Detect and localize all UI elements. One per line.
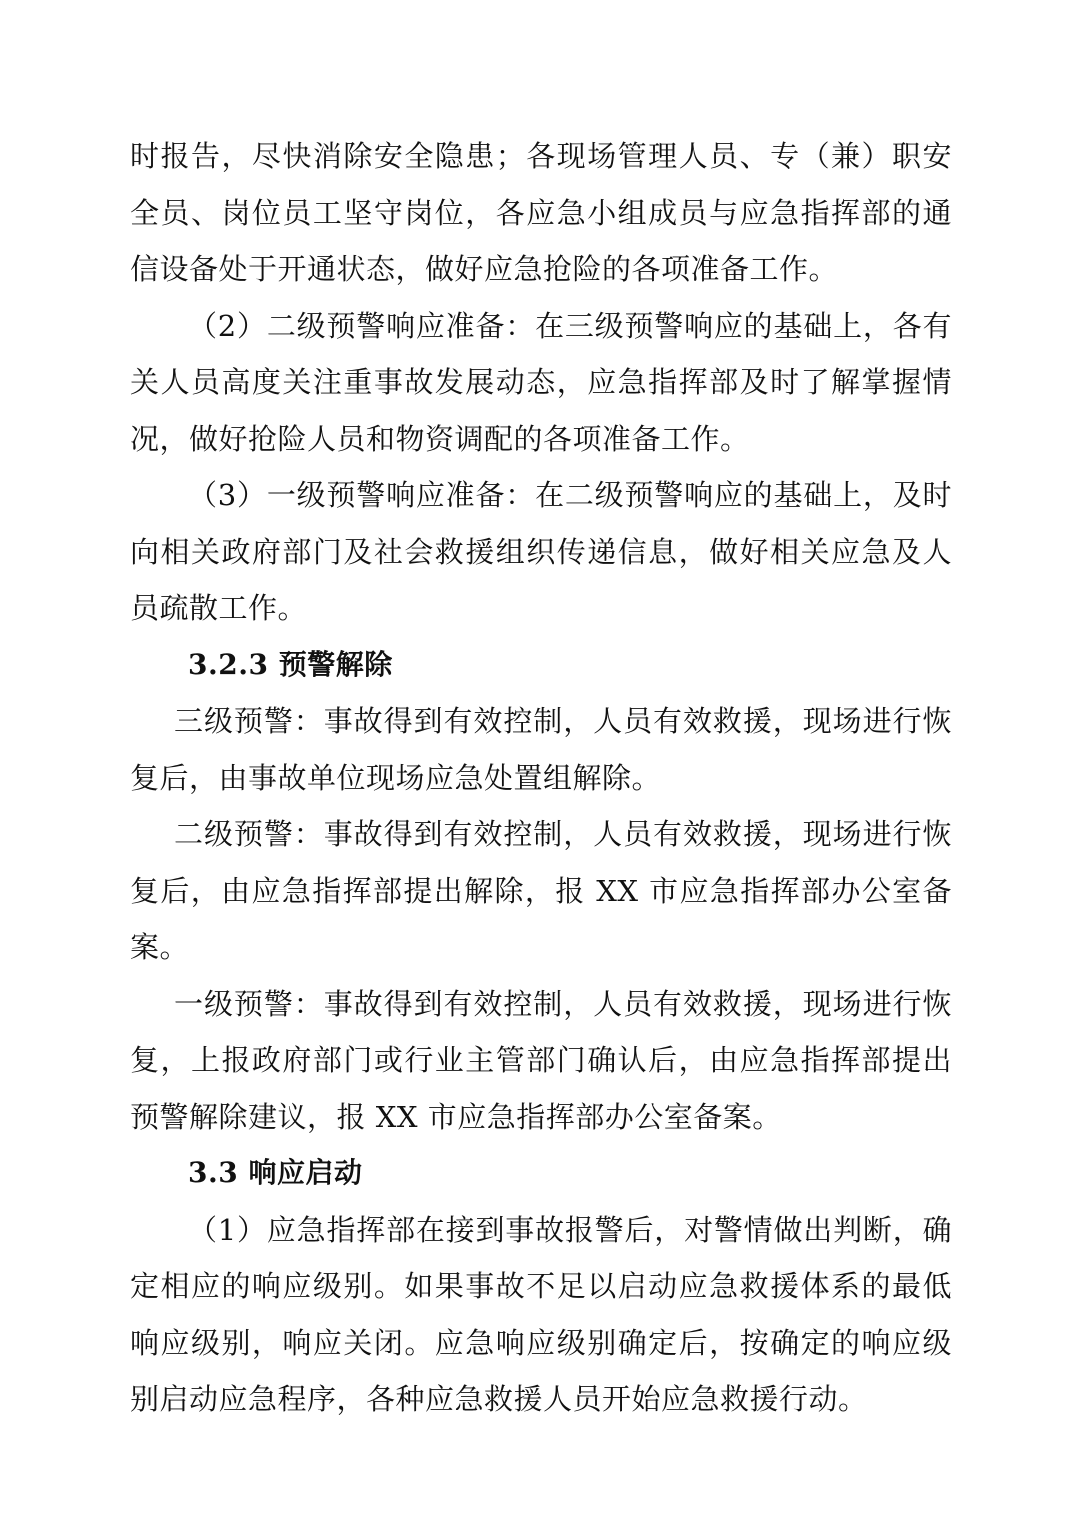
section-heading-warning-release: 3.2.3 预警解除: [188, 647, 393, 681]
paragraph-level-2-release: 二级预警：事故得到有效控制，人员有效救援，现场进行恢复后，由应急指挥部提出解除，报 XX 市应急指挥部办公室备案。: [130, 817, 952, 964]
document-body: [130, 128, 952, 1428]
paragraph-level-1-response: （3）一级预警响应准备：在二级预警响应的基础上，及时向相关政府部门及社会救援组织传递信息，做好相关应急及人员疏散工作。: [130, 478, 952, 625]
paragraph-level-1-release: 一级预警：事故得到有效控制，人员有效救援，现场进行恢复，上报政府部门或行业主管部门确认后，由应急指挥部提出预警解除建议，报 XX 市应急指挥部办公室备案。: [130, 986, 952, 1134]
paragraph-level-3-release: 三级预警：事故得到有效控制，人员有效救援，现场进行恢复后，由事故单位现场应急处置组解除。: [130, 704, 952, 795]
paragraph-hazard-report: 时报告，尽快消除安全隐患；各现场管理人员、专（兼）职安全员、岗位员工坚守岗位，各应急小组成员与应急指挥部的通信设备处于开通状态，做好应急抢险的各项准备工作。: [130, 139, 952, 286]
paragraph-level-2-response: （2）二级预警响应准备：在三级预警响应的基础上，各有关人员高度关注重事故发展动态，应急指挥部及时了解掌握情况，做好抢险人员和物资调配的各项准备工作。: [130, 308, 952, 456]
paragraph-response-start: （1）应急指挥部在接到事故报警后，对警情做出判断，确定相应的响应级别。如果事故不足以启动应急救援体系的最低响应级别，响应关闭。应急响应级别确定后，按确定的响应级别启动应急程序，各种应急救援人员开始应急救援行动。: [130, 1212, 952, 1416]
section-heading-response-start: 3.3 响应启动: [188, 1156, 363, 1189]
